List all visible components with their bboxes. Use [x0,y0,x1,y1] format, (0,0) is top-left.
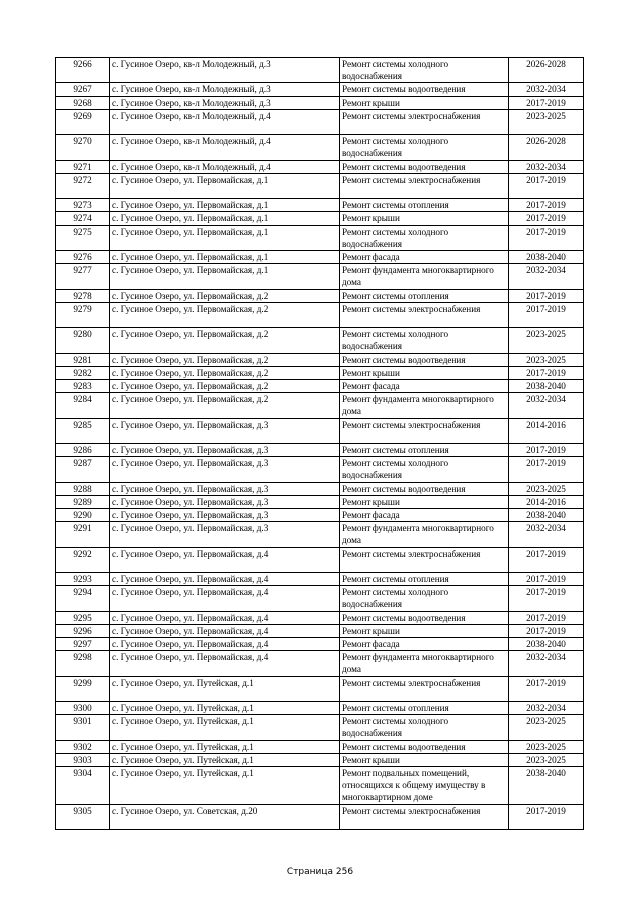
row-number: 9286 [56,444,110,457]
table-row [56,160,584,173]
table-row [56,353,584,366]
row-period: 2032-2034 [509,83,584,96]
row-work-type: Ремонт системы отопления [340,573,509,586]
table-row [56,702,584,715]
row-address: с. Гусиное Озеро, ул. Первомайская, д.4 [110,611,340,624]
row-work-type: Ремонт системы электроснабжения [340,804,509,829]
row-period: 2017-2019 [509,573,584,586]
row-number: 9300 [56,702,110,715]
row-work-type: Ремонт системы холодного водоснабжения [340,135,509,160]
row-work-type: Ремонт фундамента многоквартирного дома [340,522,509,547]
row-address: с. Гусиное Озеро, ул. Первомайская, д.3 [110,482,340,495]
row-number: 9274 [56,212,110,225]
row-address: с. Гусиное Озеро, кв-л Молодежный, д.4 [110,135,340,160]
table-row [56,393,584,418]
row-work-type: Ремонт фасада [340,638,509,651]
row-work-type: Ремонт системы водоотведения [340,353,509,366]
row-work-type: Ремонт системы водоотведения [340,83,509,96]
row-number: 9285 [56,418,110,443]
table-row [56,547,584,572]
row-address: с. Гусиное Озеро, ул. Первомайская, д.3 [110,495,340,508]
row-number: 9302 [56,740,110,753]
row-period: 2017-2019 [509,302,584,327]
row-work-type: Ремонт системы отопления [340,289,509,302]
row-address: с. Гусиное Озеро, ул. Первомайская, д.1 [110,212,340,225]
row-number: 9292 [56,547,110,572]
table-row [56,753,584,766]
row-number: 9266 [56,58,110,83]
row-work-type: Ремонт системы водоотведения [340,740,509,753]
row-number: 9276 [56,251,110,264]
row-period: 2017-2019 [509,444,584,457]
row-number: 9272 [56,173,110,198]
row-period: 2032-2034 [509,702,584,715]
row-address: с. Гусиное Озеро, ул. Первомайская, д.2 [110,380,340,393]
row-address: с. Гусиное Озеро, ул. Первомайская, д.3 [110,509,340,522]
row-number: 9280 [56,328,110,353]
row-work-type: Ремонт системы водоотведения [340,611,509,624]
row-work-type: Ремонт системы холодного водоснабжения [340,457,509,482]
row-address: с. Гусиное Озеро, ул. Первомайская, д.1 [110,225,340,250]
row-work-type: Ремонт системы холодного водоснабжения [340,586,509,611]
table-row [56,251,584,264]
row-address: с. Гусиное Озеро, ул. Первомайская, д.2 [110,366,340,379]
table-row [56,676,584,701]
row-address: с. Гусиное Озеро, кв-л Молодежный, д.3 [110,96,340,109]
row-work-type: Ремонт системы холодного водоснабжения [340,715,509,740]
table-row [56,58,584,83]
row-work-type: Ремонт системы электроснабжения [340,676,509,701]
row-number: 9283 [56,380,110,393]
row-address: с. Гусиное Озеро, ул. Первомайская, д.3 [110,457,340,482]
table-row [56,715,584,740]
table-row [56,651,584,676]
row-period: 2032-2034 [509,522,584,547]
row-period: 2038-2040 [509,509,584,522]
row-period: 2032-2034 [509,393,584,418]
table-row [56,509,584,522]
table-row [56,302,584,327]
row-address: с. Гусиное Озеро, ул. Первомайская, д.1 [110,264,340,289]
table-row [56,135,584,160]
row-work-type: Ремонт системы водоотведения [340,482,509,495]
row-period: 2017-2019 [509,289,584,302]
row-address: с. Гусиное Озеро, ул. Первомайская, д.1 [110,199,340,212]
table-body [56,58,584,830]
row-number: 9301 [56,715,110,740]
row-work-type: Ремонт системы электроснабжения [340,547,509,572]
row-work-type: Ремонт фасада [340,251,509,264]
row-address: с. Гусиное Озеро, ул. Первомайская, д.2 [110,328,340,353]
row-work-type: Ремонт фундамента многоквартирного дома [340,264,509,289]
row-work-type: Ремонт крыши [340,495,509,508]
row-number: 9289 [56,495,110,508]
row-address: с. Гусиное Озеро, ул. Путейская, д.1 [110,740,340,753]
row-period: 2017-2019 [509,457,584,482]
table-row [56,586,584,611]
row-period: 2023-2025 [509,109,584,134]
row-work-type: Ремонт системы холодного водоснабжения [340,328,509,353]
row-address: с. Гусиное Озеро, ул. Первомайская, д.4 [110,547,340,572]
row-number: 9291 [56,522,110,547]
row-work-type: Ремонт крыши [340,753,509,766]
row-number: 9293 [56,573,110,586]
row-address: с. Гусиное Озеро, кв-л Молодежный, д.4 [110,160,340,173]
row-period: 2017-2019 [509,804,584,829]
row-work-type: Ремонт фундамента многоквартирного дома [340,393,509,418]
row-work-type: Ремонт фасада [340,380,509,393]
row-work-type: Ремонт системы холодного водоснабжения [340,58,509,83]
row-period: 2026-2028 [509,135,584,160]
row-work-type: Ремонт системы электроснабжения [340,173,509,198]
table-row [56,366,584,379]
table-row [56,522,584,547]
table-row [56,457,584,482]
row-work-type: Ремонт системы отопления [340,444,509,457]
row-period: 2023-2025 [509,353,584,366]
row-work-type: Ремонт крыши [340,212,509,225]
row-address: с. Гусиное Озеро, кв-л Молодежный, д.3 [110,58,340,83]
row-address: с. Гусиное Озеро, кв-л Молодежный, д.4 [110,109,340,134]
table-row [56,418,584,443]
row-period: 2023-2025 [509,715,584,740]
row-period: 2017-2019 [509,586,584,611]
row-period: 2017-2019 [509,676,584,701]
table-row [56,225,584,250]
row-number: 9299 [56,676,110,701]
row-period: 2017-2019 [509,96,584,109]
row-number: 9288 [56,482,110,495]
row-number: 9296 [56,624,110,637]
row-number: 9273 [56,199,110,212]
row-work-type: Ремонт системы водоотведения [340,160,509,173]
row-work-type: Ремонт системы электроснабжения [340,418,509,443]
row-address: с. Гусиное Озеро, ул. Первомайская, д.4 [110,638,340,651]
row-address: с. Гусиное Озеро, ул. Путейская, д.1 [110,753,340,766]
row-period: 2038-2040 [509,251,584,264]
table-row [56,83,584,96]
row-period: 2023-2025 [509,482,584,495]
row-address: с. Гусиное Озеро, кв-л Молодежный, д.3 [110,83,340,96]
table-row [56,289,584,302]
row-number: 9278 [56,289,110,302]
row-number: 9268 [56,96,110,109]
row-address: с. Гусиное Озеро, ул. Первомайская, д.2 [110,393,340,418]
page-footer [0,867,640,877]
row-number: 9282 [56,366,110,379]
row-period: 2032-2034 [509,160,584,173]
table-row [56,212,584,225]
row-address: с. Гусиное Озеро, ул. Первомайская, д.4 [110,624,340,637]
table-row [56,199,584,212]
table-row [56,328,584,353]
row-number: 9267 [56,83,110,96]
row-period: 2014-2016 [509,495,584,508]
row-address: с. Гусиное Озеро, ул. Первомайская, д.1 [110,251,340,264]
row-work-type: Ремонт системы электроснабжения [340,109,509,134]
row-work-type: Ремонт системы электроснабжения [340,302,509,327]
row-address: с. Гусиное Озеро, ул. Советская, д.20 [110,804,340,829]
row-number: 9305 [56,804,110,829]
row-address: с. Гусиное Озеро, ул. Первомайская, д.4 [110,573,340,586]
table-row [56,380,584,393]
table-row [56,96,584,109]
row-number: 9271 [56,160,110,173]
row-number: 9297 [56,638,110,651]
row-period: 2017-2019 [509,225,584,250]
table-row [56,109,584,134]
row-work-type: Ремонт системы отопления [340,702,509,715]
row-period: 2026-2028 [509,58,584,83]
table-row [56,611,584,624]
row-number: 9284 [56,393,110,418]
row-number: 9270 [56,135,110,160]
works-table [55,57,584,830]
row-period: 2032-2034 [509,264,584,289]
row-period: 2023-2025 [509,753,584,766]
row-work-type: Ремонт фундамента многоквартирного дома [340,651,509,676]
row-number: 9277 [56,264,110,289]
table-row [56,624,584,637]
row-number: 9287 [56,457,110,482]
row-number: 9281 [56,353,110,366]
page-number: Страница 256 [286,867,354,877]
row-address: с. Гусиное Озеро, ул. Первомайская, д.4 [110,586,340,611]
row-number: 9294 [56,586,110,611]
row-number: 9295 [56,611,110,624]
row-number: 9290 [56,509,110,522]
row-address: с. Гусиное Озеро, ул. Первомайская, д.2 [110,289,340,302]
row-period: 2017-2019 [509,173,584,198]
row-number: 9279 [56,302,110,327]
row-address: с. Гусиное Озеро, ул. Путейская, д.1 [110,715,340,740]
table-row [56,767,584,805]
row-address: с. Гусиное Озеро, ул. Путейская, д.1 [110,676,340,701]
row-address: с. Гусиное Озеро, ул. Первомайская, д.4 [110,651,340,676]
row-period: 2023-2025 [509,328,584,353]
table-row [56,173,584,198]
row-number: 9304 [56,767,110,805]
row-period: 2017-2019 [509,624,584,637]
row-work-type: Ремонт крыши [340,624,509,637]
table-row [56,264,584,289]
row-address: с. Гусиное Озеро, ул. Путейская, д.1 [110,702,340,715]
row-work-type: Ремонт системы отопления [340,199,509,212]
row-period: 2014-2016 [509,418,584,443]
row-number: 9269 [56,109,110,134]
row-period: 2017-2019 [509,212,584,225]
row-address: с. Гусиное Озеро, ул. Первомайская, д.2 [110,302,340,327]
row-period: 2038-2040 [509,767,584,805]
row-period: 2038-2040 [509,380,584,393]
row-number: 9275 [56,225,110,250]
row-period: 2017-2019 [509,199,584,212]
row-period: 2017-2019 [509,611,584,624]
table-row [56,804,584,829]
row-period: 2038-2040 [509,638,584,651]
table-row [56,444,584,457]
row-number: 9303 [56,753,110,766]
row-address: с. Гусиное Озеро, ул. Первомайская, д.3 [110,444,340,457]
row-work-type: Ремонт подвальных помещений, относящихся к общему имуществу в многоквартирном доме [340,767,509,805]
table-row [56,573,584,586]
row-work-type: Ремонт системы холодного водоснабжения [340,225,509,250]
table-row [56,495,584,508]
row-work-type: Ремонт фасада [340,509,509,522]
table-row [56,638,584,651]
row-number: 9298 [56,651,110,676]
row-address: с. Гусиное Озеро, ул. Первомайская, д.1 [110,173,340,198]
row-period: 2023-2025 [509,740,584,753]
row-work-type: Ремонт крыши [340,366,509,379]
row-period: 2032-2034 [509,651,584,676]
row-address: с. Гусиное Озеро, ул. Первомайская, д.3 [110,522,340,547]
table-row [56,482,584,495]
row-period: 2017-2019 [509,547,584,572]
row-address: с. Гусиное Озеро, ул. Путейская, д.1 [110,767,340,805]
row-address: с. Гусиное Озеро, ул. Первомайская, д.3 [110,418,340,443]
row-address: с. Гусиное Озеро, ул. Первомайская, д.2 [110,353,340,366]
table-row [56,740,584,753]
row-work-type: Ремонт крыши [340,96,509,109]
row-period: 2017-2019 [509,366,584,379]
